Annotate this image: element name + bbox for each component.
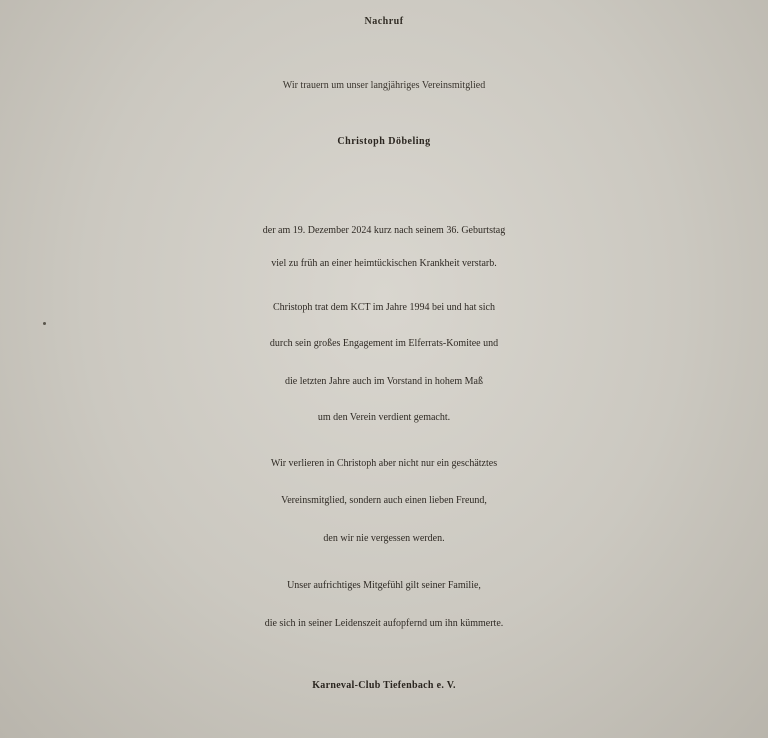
notice-heading: Nachruf: [364, 16, 404, 27]
body-line: Wir verlieren in Christoph aber nicht nur ein geschätztes: [270, 458, 498, 469]
body-line: Vereinsmitglied, sondern auch einen lieben Freund,: [281, 495, 487, 506]
deceased-name: Christoph Döbeling: [337, 136, 431, 147]
body-line: den wir nie vergessen werden.: [323, 533, 445, 544]
body-line: die letzten Jahre auch im Vorstand in hohem Maß: [285, 376, 483, 387]
body-line: der am 19. Dezember 2024 kurz nach seinem 36. Geburtstag: [262, 225, 506, 236]
body-line: viel zu früh an einer heimtückischen Krankheit verstarb.: [271, 258, 497, 269]
body-line: die sich in seiner Leidenszeit aufopfernd um ihn kümmerte.: [264, 618, 504, 629]
intro-text: Wir trauern um unser langjähriges Vereinsmitglied: [282, 80, 486, 91]
body-line: um den Verein verdient gemacht.: [317, 412, 451, 423]
print-speck: [43, 322, 46, 325]
body-line: Christoph trat dem KCT im Jahre 1994 bei und hat sich: [272, 302, 495, 313]
club-signature: Karneval-Club Tiefenbach e. V.: [312, 680, 456, 691]
body-line: durch sein großes Engagement im Elferrats-Komitee und: [269, 338, 499, 349]
body-line: Unser aufrichtiges Mitgefühl gilt seiner Familie,: [287, 580, 481, 591]
